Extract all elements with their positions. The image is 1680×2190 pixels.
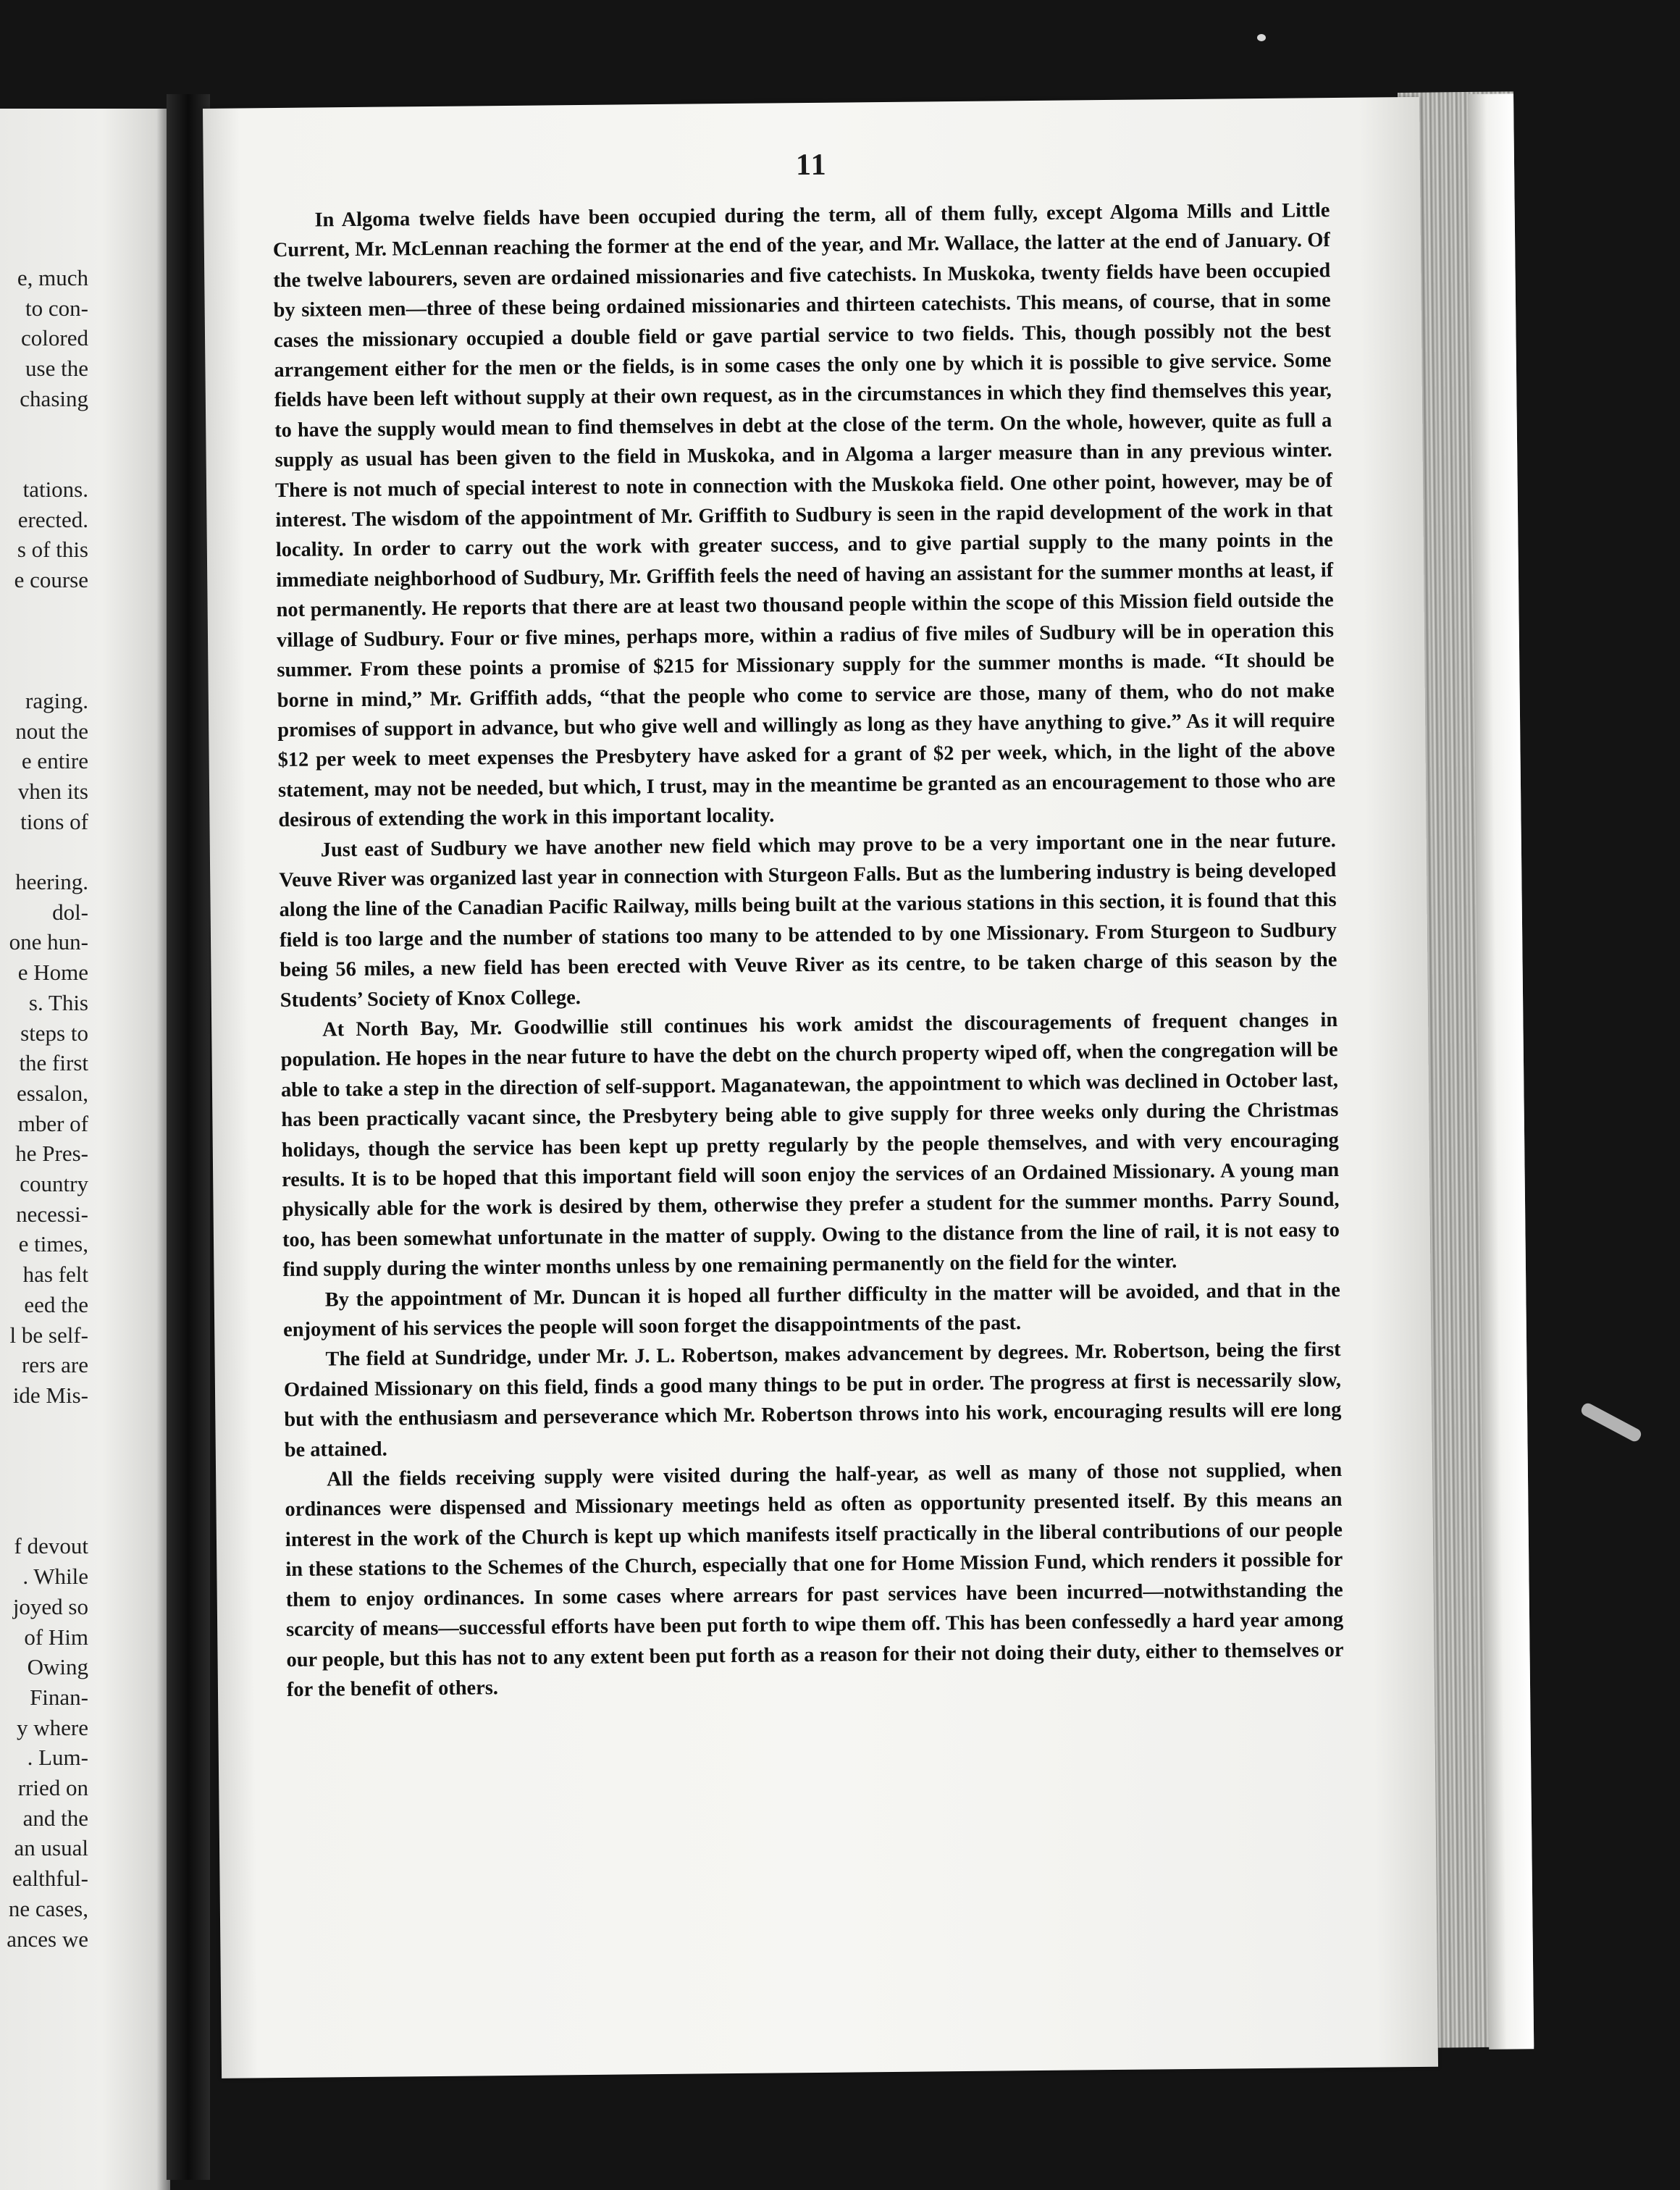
paragraph-duncan-appointment: By the appointment of Mr. Duncan it is hoped all further difficulty in the matter will be avoided, and that in the enjoyment of his services the people will soon forget the disappointments of the past.: [283, 1278, 1340, 1342]
facing-page-fragment: of Him: [24, 1624, 88, 1650]
paragraph-sundridge: The field at Sundridge, under Mr. J. L. Robertson, makes advancement by degrees. Mr. Robertson, being the first Ordained Missionary on this field, finds a good many things to be put in order. The progress at first is necessarily slow, but with the enthusiasm and perseverance which Mr. Robertson throws into his work, encouraging results will ere long be attained.: [283, 1338, 1342, 1461]
facing-page-fragment: erected.: [17, 506, 88, 532]
facing-page-fragment: heering.: [15, 869, 88, 894]
facing-page-fragment: mber of: [17, 1110, 88, 1136]
facing-page-fragment: one hun-: [9, 929, 88, 955]
facing-page-fragment: tions of: [20, 808, 88, 834]
facing-page-fragment: chasing: [20, 385, 88, 411]
paragraph-veuve-river: Just east of Sudbury we have another new field which may prove to be a very important one in the near future. Veuve River was organized last year in connection with Sturgeon Falls. But as the lumbering industry is being developed along the line of the Canadian Pacific Railway, mills being built at the various stations in this section, it is found that this field is too large and the number of stations too many to be attended to by one Missionary. From Sturgeon to Sudbury being 56 miles, a new field has been erected with Veuve River as its centre, to be taken charge of this season by the Students’ Society of Knox College.: [279, 828, 1337, 1012]
facing-page-fragment: and the: [22, 1805, 88, 1831]
facing-page-fragment: vhen its: [17, 778, 88, 804]
facing-page-fragment: . While: [22, 1564, 88, 1590]
facing-page-fragment: e, much: [17, 265, 88, 290]
paragraph-fields-visited: All the fields receiving supply were visited during the half-year, as well as many of those not supplied, when ordinances were dispensed and Missionary meetings held as often as opportunity presented itself. By this means an interest in the work of the Church is kept up which manifests itself practically in the liberal contributions of our people in these stations to the Schemes of the Church, especially that one for Home Mission Fund, which renders it possible for them to enjoy ordinances. In some cases where arrears for past services have been incurred—notwithstanding the scarcity of means—successful efforts have been put forth to wipe them off. This has been confessedly a hard year among our people, but this has not to any extent been put forth as a reason for their not doing their duty, either to themselves or for the benefit of others.: [285, 1459, 1344, 1701]
facing-page-fragment: ealthful-: [12, 1866, 88, 1892]
page-11: [203, 97, 1438, 2078]
facing-page-fragment: has felt: [22, 1262, 88, 1288]
facing-page-fragment: tations.: [22, 476, 88, 502]
facing-page-fragment: . Lum-: [27, 1745, 88, 1771]
facing-page-fragment: Finan-: [30, 1684, 88, 1710]
book-gutter: [167, 94, 210, 2180]
facing-page-fragment: colored: [21, 325, 88, 351]
facing-page-fragment: eed the: [24, 1291, 88, 1317]
facing-page-fragment: ances we: [7, 1926, 88, 1952]
facing-page-fragment: rers are: [21, 1352, 88, 1378]
facing-page-fragment: dol-: [52, 899, 88, 925]
paragraph-north-bay: At North Bay, Mr. Goodwillie still continues his work amidst the discouragements of frequent changes in population. He hopes in the near future to have the debt on the church property wiped off, when the congregation will be able to take a step in the direction of self-support. Maganatewan, the appointment to which was declined in October last, has been practically vacant since, the Presbytery being able to give supply for three weeks only during the Christmas holidays, though the service has been kept up pretty regularly by the people themselves, and with very encouraging results. It is to be hoped that this important field will soon enjoy the services of an Ordained Missionary. A young man physically able for the work is desired by them, otherwise they prefer a student for the summer months. Parry Sound, too, has been somewhat unfortunate in the matter of supply. Owing to the distance from the line of rail, it is not easy to find supply during the winter months unless by one remaining permanently on the field for the winter.: [280, 1008, 1340, 1282]
facing-page-fragment: country: [20, 1171, 88, 1196]
facing-page-fragment: l be self-: [9, 1322, 88, 1348]
facing-page-fragment: rried on: [17, 1775, 88, 1800]
facing-page-fragment: use the: [25, 356, 88, 382]
facing-page-fragment: steps to: [20, 1020, 88, 1046]
facing-page-fragment: joyed so: [12, 1593, 88, 1619]
facing-page-fragment: nout the: [15, 718, 88, 744]
facing-page-fragment: y where: [17, 1714, 88, 1740]
film-scratch-mark: [1579, 1401, 1643, 1443]
facing-page-fragment: the first: [19, 1050, 88, 1076]
facing-page-fragment: s. This: [28, 989, 88, 1015]
page-number: 11: [795, 148, 828, 182]
facing-page-text-fragments: [0, 109, 88, 2190]
facing-page-fragment: an usual: [14, 1835, 88, 1861]
facing-page-fragment: e entire: [21, 748, 88, 774]
facing-page-fragment: e Home: [17, 960, 88, 986]
facing-page-fragment: ide Mis-: [12, 1382, 88, 1408]
paragraph-algoma-muskoka: In Algoma twelve fields have been occupied during the term, all of them fully, except Algoma Mills and Little Current, Mr. McLennan reaching the former at the end of the year, and Mr. Wallace, the latter at the end of January. Of the twelve labourers, seven are ordained missionaries and five catechists. In Muskoka, twenty fields have been occupied by sixteen men—three of these being ordained missionaries and thirteen catechists. This means, of course, that in some cases the missionary occupied a double field or gave partial service to two fields. This, though possibly not the best arrangement either for the men or the fields, is in some cases the only one by which it is possible to give service. Some fields have been left without supply at their own request, as in the circumstances in which they find themselves this year, to have the supply would mean to find themselves in debt at the close of the term. On the whole, however, quite as full a supply as usual has been given to the field in Muskoka, and in Algoma a larger measure than in any previous winter. There is not much of special interest to note in connection with the Muskoka field. One other point, however, may be of interest. The wisdom of the appointment of Mr. Griffith to Sudbury is seen in the rapid development of the work in that locality. In order to carry out the work with greater success, and to give partial supply to the many points in the immediate neighborhood of Sudbury, Mr. Griffith feels the need of having an assistant for the summer months at least, if not permanently. He reports that there are at least two thousand people within the scope of this Mission field outside the village of Sudbury. Four or five mines, perhaps more, within a radius of five miles of Sudbury will be in operation this summer. From these points a promise of $215 for Missionary supply for the summer months is made. “It should be borne in mind,” Mr. Griffith adds, “that the people who come to service are those, many of them, who do not make promises of support in advance, but who give well and willingly as long as they have anything to give.” As it will require $12 per week to meet expenses the Presbytery have asked for a grant of $2 per week, which, in the light of the above statement, may not be needed, but which, I trust, may in the meantime be granted as an encouragement to those who are desirous of extending the work in this important locality.: [272, 199, 1336, 832]
film-speck: [1257, 34, 1266, 41]
facing-page-fragment: necessi-: [16, 1201, 88, 1227]
facing-page-fragment: e times,: [18, 1231, 88, 1257]
facing-page-fragment: to con-: [25, 295, 88, 321]
facing-page-fragment: he Pres-: [15, 1141, 88, 1167]
facing-page-fragment: raging.: [25, 687, 88, 713]
facing-page-fragment: Owing: [27, 1654, 88, 1680]
facing-page-fragment: f devout: [14, 1533, 88, 1559]
page-body-text: [272, 196, 1344, 1705]
facing-page-fragment: ne cases,: [8, 1895, 88, 1921]
facing-page-fragment: s of this: [17, 537, 88, 563]
facing-page-fragment: essalon,: [16, 1080, 88, 1106]
facing-page-left: [0, 109, 170, 2190]
facing-page-fragment: e course: [14, 567, 88, 592]
